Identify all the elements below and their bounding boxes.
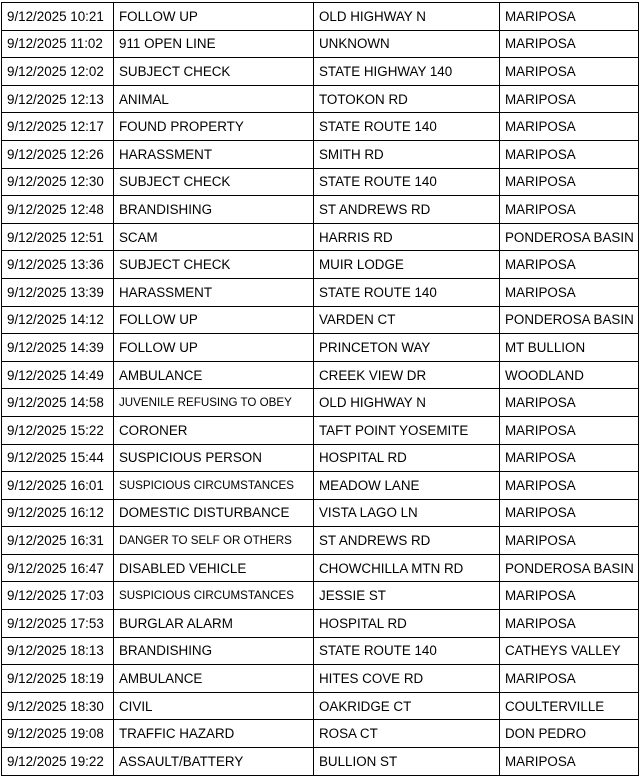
location-cell: HOSPITAL RD [314, 444, 500, 472]
location-cell: STATE HIGHWAY 140 [314, 58, 500, 86]
table-row [2, 637, 639, 665]
datetime-cell: 9/12/2025 19:08 [2, 720, 114, 748]
area-cell: PONDEROSA BASIN [500, 223, 639, 251]
datetime-cell: 9/12/2025 17:53 [2, 610, 114, 638]
datetime-cell: 9/12/2025 16:47 [2, 554, 114, 582]
area-cell: PONDEROSA BASIN [500, 306, 639, 334]
datetime-cell: 9/12/2025 18:19 [2, 665, 114, 693]
incident-type-cell: AMBULANCE [114, 361, 314, 389]
location-cell: STATE ROUTE 140 [314, 278, 500, 306]
incident-type-cell: 911 OPEN LINE [114, 30, 314, 58]
table-row [2, 389, 639, 417]
datetime-cell: 9/12/2025 17:03 [2, 582, 114, 610]
location-cell: SMITH RD [314, 140, 500, 168]
incident-type-cell: FOUND PROPERTY [114, 113, 314, 141]
datetime-cell: 9/12/2025 14:39 [2, 334, 114, 362]
area-cell: MARIPOSA [500, 444, 639, 472]
datetime-cell: 9/12/2025 15:44 [2, 444, 114, 472]
incident-type-cell: HARASSMENT [114, 278, 314, 306]
incident-log-table [1, 2, 639, 776]
datetime-cell: 9/12/2025 12:26 [2, 140, 114, 168]
table-row [2, 3, 639, 31]
location-cell: HITES COVE RD [314, 665, 500, 693]
location-cell: TOTOKON RD [314, 85, 500, 113]
datetime-cell: 9/12/2025 16:12 [2, 499, 114, 527]
location-cell: VISTA LAGO LN [314, 499, 500, 527]
incident-type-cell: ANIMAL [114, 85, 314, 113]
table-row [2, 720, 639, 748]
datetime-cell: 9/12/2025 12:30 [2, 168, 114, 196]
table-row [2, 140, 639, 168]
table-row [2, 554, 639, 582]
area-cell: MARIPOSA [500, 610, 639, 638]
area-cell: MARIPOSA [500, 113, 639, 141]
datetime-cell: 9/12/2025 12:48 [2, 196, 114, 224]
table-row [2, 527, 639, 555]
location-cell: HARRIS RD [314, 223, 500, 251]
area-cell: MARIPOSA [500, 582, 639, 610]
area-cell: MARIPOSA [500, 278, 639, 306]
datetime-cell: 9/12/2025 15:22 [2, 416, 114, 444]
datetime-cell: 9/12/2025 10:21 [2, 3, 114, 31]
area-cell: MARIPOSA [500, 85, 639, 113]
table-row [2, 85, 639, 113]
table-row [2, 196, 639, 224]
table-row [2, 58, 639, 86]
area-cell: MT BULLION [500, 334, 639, 362]
table-row [2, 306, 639, 334]
incident-type-cell: DOMESTIC DISTURBANCE [114, 499, 314, 527]
location-cell: OAKRIDGE CT [314, 692, 500, 720]
incident-type-cell: DANGER TO SELF OR OTHERS [114, 527, 314, 555]
area-cell: PONDEROSA BASIN [500, 554, 639, 582]
area-cell: MARIPOSA [500, 3, 639, 31]
area-cell: DON PEDRO [500, 720, 639, 748]
location-cell: JESSIE ST [314, 582, 500, 610]
table-row [2, 499, 639, 527]
table-row [2, 582, 639, 610]
table-row [2, 251, 639, 279]
location-cell: BULLION ST [314, 748, 500, 776]
table-row [2, 692, 639, 720]
datetime-cell: 9/12/2025 16:31 [2, 527, 114, 555]
incident-type-cell: ASSAULT/BATTERY [114, 748, 314, 776]
datetime-cell: 9/12/2025 12:17 [2, 113, 114, 141]
table-row [2, 113, 639, 141]
location-cell: STATE ROUTE 140 [314, 168, 500, 196]
location-cell: ST ANDREWS RD [314, 527, 500, 555]
datetime-cell: 9/12/2025 14:58 [2, 389, 114, 417]
datetime-cell: 9/12/2025 16:01 [2, 472, 114, 500]
datetime-cell: 9/12/2025 12:13 [2, 85, 114, 113]
datetime-cell: 9/12/2025 14:12 [2, 306, 114, 334]
incident-type-cell: JUVENILE REFUSING TO OBEY [114, 389, 314, 417]
table-row [2, 748, 639, 776]
area-cell: MARIPOSA [500, 748, 639, 776]
area-cell: MARIPOSA [500, 472, 639, 500]
datetime-cell: 9/12/2025 13:36 [2, 251, 114, 279]
datetime-cell: 9/12/2025 12:02 [2, 58, 114, 86]
location-cell: STATE ROUTE 140 [314, 637, 500, 665]
incident-type-cell: SUBJECT CHECK [114, 251, 314, 279]
location-cell: PRINCETON WAY [314, 334, 500, 362]
incident-type-cell: SUSPICIOUS CIRCUMSTANCES [114, 472, 314, 500]
incident-type-cell: FOLLOW UP [114, 3, 314, 31]
location-cell: TAFT POINT YOSEMITE [314, 416, 500, 444]
area-cell: MARIPOSA [500, 665, 639, 693]
incident-log-body [2, 3, 639, 776]
table-row [2, 472, 639, 500]
table-row [2, 30, 639, 58]
incident-type-cell: SUBJECT CHECK [114, 168, 314, 196]
table-row [2, 665, 639, 693]
datetime-cell: 9/12/2025 18:13 [2, 637, 114, 665]
area-cell: MARIPOSA [500, 416, 639, 444]
incident-type-cell: DISABLED VEHICLE [114, 554, 314, 582]
location-cell: STATE ROUTE 140 [314, 113, 500, 141]
incident-type-cell: CIVIL [114, 692, 314, 720]
datetime-cell: 9/12/2025 14:49 [2, 361, 114, 389]
table-row [2, 168, 639, 196]
location-cell: OLD HIGHWAY N [314, 3, 500, 31]
incident-type-cell: FOLLOW UP [114, 334, 314, 362]
location-cell: OLD HIGHWAY N [314, 389, 500, 417]
area-cell: MARIPOSA [500, 389, 639, 417]
table-row [2, 416, 639, 444]
area-cell: MARIPOSA [500, 499, 639, 527]
location-cell: CREEK VIEW DR [314, 361, 500, 389]
incident-type-cell: FOLLOW UP [114, 306, 314, 334]
location-cell: VARDEN CT [314, 306, 500, 334]
incident-type-cell: BRANDISHING [114, 196, 314, 224]
incident-type-cell: BRANDISHING [114, 637, 314, 665]
incident-type-cell: AMBULANCE [114, 665, 314, 693]
location-cell: MUIR LODGE [314, 251, 500, 279]
table-row [2, 278, 639, 306]
datetime-cell: 9/12/2025 13:39 [2, 278, 114, 306]
incident-type-cell: SUSPICIOUS CIRCUMSTANCES [114, 582, 314, 610]
table-row [2, 223, 639, 251]
datetime-cell: 9/12/2025 19:22 [2, 748, 114, 776]
area-cell: MARIPOSA [500, 168, 639, 196]
incident-type-cell: SUBJECT CHECK [114, 58, 314, 86]
incident-type-cell: SCAM [114, 223, 314, 251]
area-cell: MARIPOSA [500, 58, 639, 86]
area-cell: WOODLAND [500, 361, 639, 389]
incident-type-cell: SUSPICIOUS PERSON [114, 444, 314, 472]
area-cell: MARIPOSA [500, 30, 639, 58]
datetime-cell: 9/12/2025 18:30 [2, 692, 114, 720]
table-row [2, 361, 639, 389]
table-row [2, 334, 639, 362]
location-cell: CHOWCHILLA MTN RD [314, 554, 500, 582]
incident-type-cell: CORONER [114, 416, 314, 444]
area-cell: CATHEYS VALLEY [500, 637, 639, 665]
area-cell: MARIPOSA [500, 196, 639, 224]
area-cell: COULTERVILLE [500, 692, 639, 720]
location-cell: HOSPITAL RD [314, 610, 500, 638]
incident-type-cell: HARASSMENT [114, 140, 314, 168]
area-cell: MARIPOSA [500, 140, 639, 168]
location-cell: MEADOW LANE [314, 472, 500, 500]
location-cell: ROSA CT [314, 720, 500, 748]
incident-type-cell: TRAFFIC HAZARD [114, 720, 314, 748]
location-cell: UNKNOWN [314, 30, 500, 58]
location-cell: ST ANDREWS RD [314, 196, 500, 224]
area-cell: MARIPOSA [500, 527, 639, 555]
area-cell: MARIPOSA [500, 251, 639, 279]
datetime-cell: 9/12/2025 12:51 [2, 223, 114, 251]
incident-type-cell: BURGLAR ALARM [114, 610, 314, 638]
table-row [2, 610, 639, 638]
datetime-cell: 9/12/2025 11:02 [2, 30, 114, 58]
table-row [2, 444, 639, 472]
